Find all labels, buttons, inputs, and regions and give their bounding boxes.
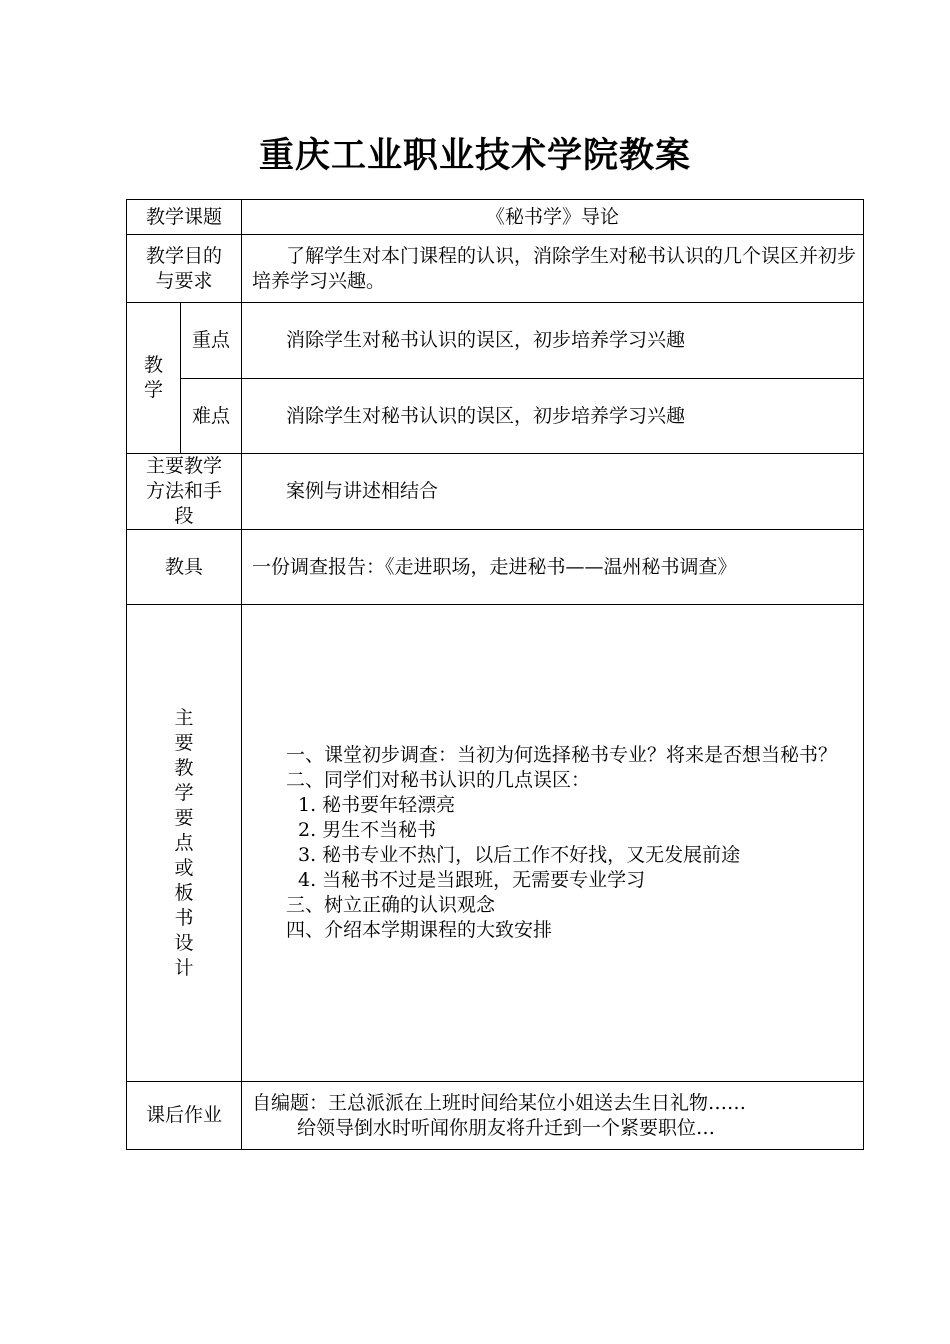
difficult-point-value: 消除学生对秘书认识的误区，初步培养学习兴趣 [286,404,686,427]
methods-label-line2: 方法和手 [146,480,223,502]
methods-value: 案例与讲述相结合 [286,480,439,502]
design-item-1: 1. 秘书要年轻漂亮 [298,794,456,816]
homework-row [127,1082,864,1150]
topic-row [127,200,864,235]
difficult-point-cell [242,379,864,454]
design-point-2: 二、同学们对秘书认识的几点误区： [286,769,591,791]
topic-value: 《秘书学》导论 [242,200,864,235]
lesson-plan-table [126,199,864,1150]
difficult-point-label: 难点 [181,379,242,454]
objective-label-line2: 与要求 [155,269,213,292]
design-item-3: 3. 秘书专业不热门，以后工作不好找，又无发展前途 [298,844,741,866]
methods-label-line3: 段 [174,505,194,527]
homework-cell [242,1082,864,1150]
design-label: 主要教学要点或板书设计 [174,706,194,979]
design-point-4: 四、介绍本学期课程的大致安排 [286,919,553,941]
tools-label: 教具 [127,530,242,605]
homework-line-1: 自编题：王总派派在上班时间给某位小姐送去生日礼物…… [252,1091,747,1114]
homework-line-2: 给领导倒水时听闻你朋友将升迁到一个紧要职位… [297,1116,716,1139]
methods-row [127,454,864,530]
tools-value: 一份调查报告：《走进职场，走进秘书——温州秘书调查》 [242,530,864,605]
objective-label [127,235,242,303]
objective-row [127,235,864,303]
key-point-cell [242,303,864,379]
tools-row [127,530,864,605]
design-label-cell [127,605,242,1082]
key-point-row [127,303,864,379]
design-point-1: 一、课堂初步调查：当初为何选择秘书专业？将来是否想当秘书？ [286,744,838,766]
objective-cell [242,235,864,303]
teaching-label: 教学 [143,354,163,401]
difficult-point-row [127,379,864,454]
design-row [127,605,864,1082]
teaching-label-cell [127,303,181,454]
key-point-value: 消除学生对秘书认识的误区，初步培养学习兴趣 [286,329,686,351]
homework-label: 课后作业 [127,1082,242,1150]
design-item-2: 2. 男生不当秘书 [298,819,437,841]
objective-value: 了解学生对本门课程的认识，消除学生对秘书认识的几个误区并初步培养学习兴趣。 [252,244,857,292]
design-item-4: 4. 当秘书不过是当跟班，无需要专业学习 [298,869,646,891]
methods-label [127,454,242,530]
design-point-3: 三、树立正确的认识观念 [286,894,496,916]
topic-label: 教学课题 [127,200,242,235]
design-cell [242,605,864,1082]
page-title: 重庆工业职业技术学院教案 [258,136,691,176]
key-point-label: 重点 [181,303,242,379]
methods-cell [242,454,864,530]
objective-label-line1: 教学目的 [146,244,223,267]
methods-label-line1: 主要教学 [146,455,223,477]
